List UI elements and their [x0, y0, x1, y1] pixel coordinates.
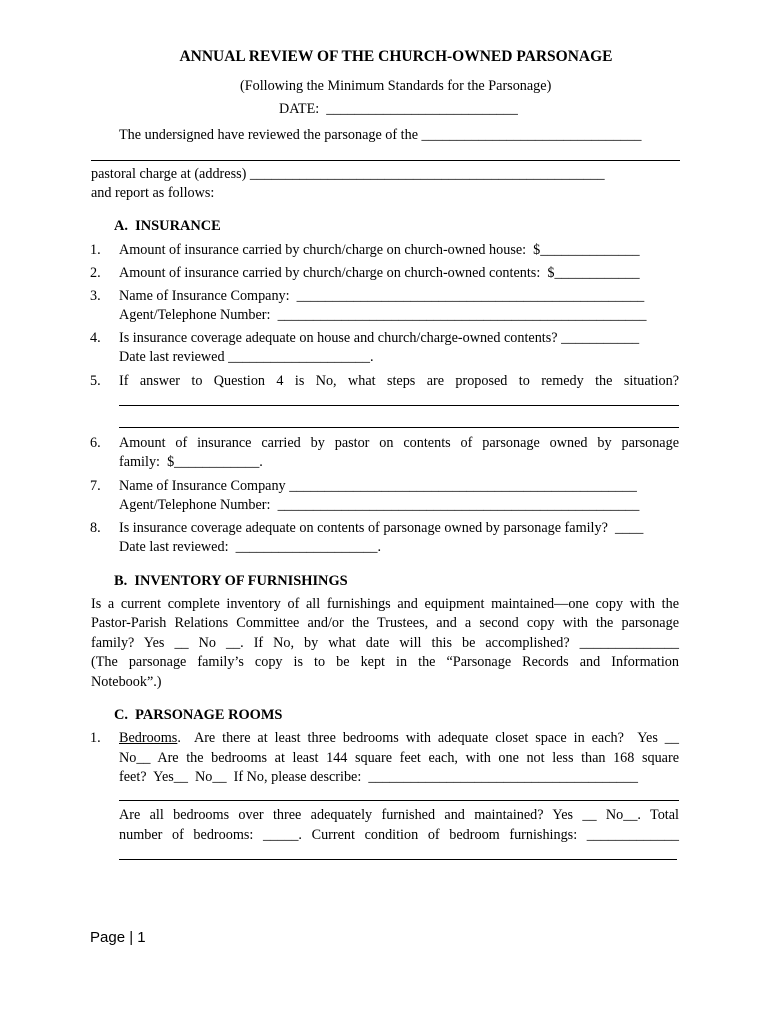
bedrooms-furnished-field[interactable]: Are all bedrooms over three adequately furnished and maintained? Yes __ No__. Total	[119, 807, 679, 823]
item-number: 2.	[90, 265, 101, 281]
inventory-line-2: Pastor-Parish Relations Committee and/or the Trustees, and a second copy with the parsonage	[91, 615, 679, 631]
item-number: 8.	[90, 520, 101, 536]
date-field[interactable]: DATE: ___________________________	[279, 101, 518, 117]
document-subtitle: (Following the Minimum Standards for the Parsonage)	[240, 78, 552, 94]
bedrooms-describe-line[interactable]	[119, 800, 679, 801]
bedrooms-condition-line[interactable]	[119, 859, 677, 860]
section-b-heading: B. INVENTORY OF FURNISHINGS	[114, 573, 348, 589]
bedrooms-line-1[interactable]	[119, 729, 679, 747]
insurance-company-2-field[interactable]: Name of Insurance Company _________________________________________________	[119, 478, 637, 494]
agent-telephone-field[interactable]: Agent/Telephone Number: ____________________________________________________	[119, 307, 647, 323]
item-number: 4.	[90, 330, 101, 346]
remedy-answer-line-2[interactable]	[119, 427, 679, 428]
item-number: 3.	[90, 288, 101, 304]
bedrooms-question-1: . Are there at least three bedrooms with adequate closet space in each? Yes __	[177, 730, 679, 746]
inventory-line-5: Notebook”.)	[91, 674, 162, 690]
section-a-heading: A. INSURANCE	[114, 218, 221, 234]
item-number: 6.	[90, 435, 101, 451]
insurance-contents-field[interactable]: Amount of insurance carried by church/charge on church-owned contents: $____________	[119, 265, 640, 281]
bedrooms-describe-field[interactable]: feet? Yes__ No__ If No, please describe: ______________________________________	[119, 769, 638, 785]
insurance-company-field[interactable]: Name of Insurance Company: _________________________________________________	[119, 288, 645, 304]
intro-line-4: and report as follows:	[91, 185, 215, 201]
section-c-heading: C. PARSONAGE ROOMS	[114, 707, 283, 723]
page-number: Page | 1	[90, 929, 146, 946]
coverage-adequate-field[interactable]: Is insurance coverage adequate on house and church/charge-owned contents? ___________	[119, 330, 640, 346]
inventory-question-field[interactable]: family? Yes __ No __. If No, by what date will this be accomplished? ______________	[91, 635, 679, 651]
agent-telephone-2-field[interactable]: Agent/Telephone Number: ___________________________________________________	[119, 497, 640, 513]
document-title: ANNUAL REVIEW OF THE CHURCH-OWNED PARSONAGE	[179, 48, 613, 65]
insurance-house-field[interactable]: Amount of insurance carried by church/charge on church-owned house: $______________	[119, 242, 640, 258]
bedrooms-line-2[interactable]: No__ Are the bedrooms at least 144 square feet each, with one not less than 168 square	[119, 750, 679, 766]
intro-blank-line[interactable]	[91, 160, 680, 161]
inventory-line-1: Is a current complete inventory of all furnishings and equipment maintained—one copy with the	[91, 596, 679, 612]
remedy-question: If answer to Question 4 is No, what steps are proposed to remedy the situation?	[119, 373, 679, 389]
inventory-line-4: (The parsonage family’s copy is to be kept in the “Parsonage Records and Information	[91, 654, 679, 670]
intro-line-1[interactable]: The undersigned have reviewed the parsonage of the _______________________________	[119, 127, 642, 143]
address-line[interactable]: pastoral charge at (address) __________________________________________________	[91, 166, 605, 182]
item-number: 1.	[90, 242, 101, 258]
item-number: 1.	[90, 730, 101, 746]
bedrooms-label: Bedrooms	[119, 730, 178, 746]
item-number: 5.	[90, 373, 101, 389]
family-coverage-field[interactable]: Is insurance coverage adequate on contents of parsonage owned by parsonage family? ____	[119, 520, 644, 536]
date-reviewed-2-field[interactable]: Date last reviewed: ____________________.	[119, 539, 382, 555]
remedy-answer-line-1[interactable]	[119, 405, 679, 406]
bedrooms-count-field[interactable]: number of bedrooms: _____. Current condition of bedroom furnishings: _____________	[119, 827, 679, 843]
pastor-insurance-field[interactable]: family: $____________.	[119, 454, 263, 470]
item-number: 7.	[90, 478, 101, 494]
pastor-insurance-line-1: Amount of insurance carried by pastor on contents of parsonage owned by parsonage	[119, 435, 679, 451]
date-reviewed-field[interactable]: Date last reviewed ____________________.	[119, 349, 374, 365]
